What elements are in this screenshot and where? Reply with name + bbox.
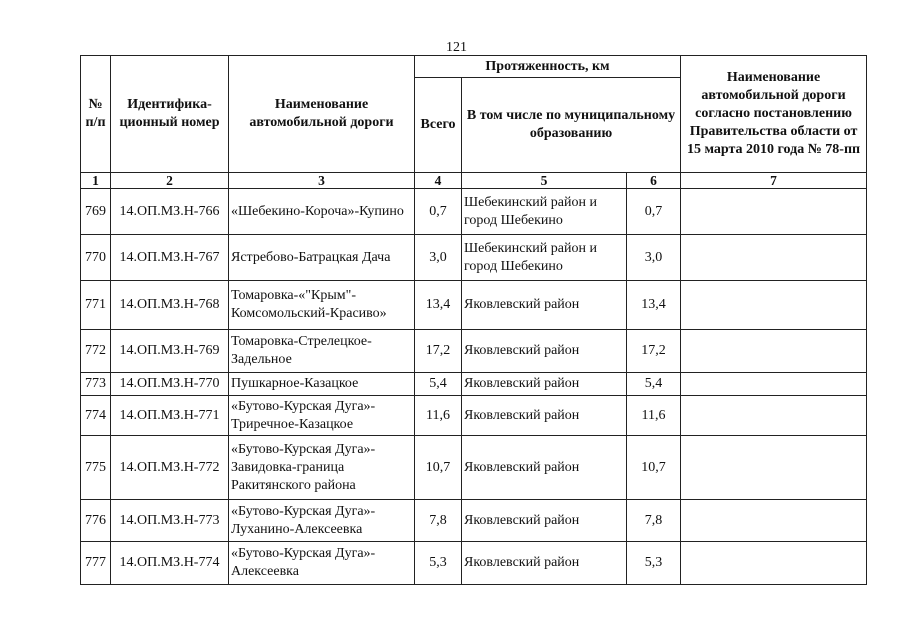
col-number: 1 — [81, 173, 111, 189]
row-district-length: 7,8 — [627, 500, 681, 542]
header-decree: Наименование автомобильной дороги согласно постановлению Правительства области от 15 марта 2010 года № 78-пп — [681, 56, 867, 173]
row-decree-name — [681, 330, 867, 373]
row-id: 14.ОП.МЗ.Н-767 — [111, 235, 229, 281]
row-total: 0,7 — [415, 189, 462, 235]
row-num: 772 — [81, 330, 111, 373]
table-row — [81, 500, 867, 542]
row-total: 11,6 — [415, 396, 462, 436]
table-row — [81, 542, 867, 585]
row-id: 14.ОП.МЗ.Н-772 — [111, 436, 229, 500]
row-road-name: Ястребово-Батрацкая Дача — [229, 235, 415, 281]
row-id: 14.ОП.МЗ.Н-766 — [111, 189, 229, 235]
row-num: 771 — [81, 281, 111, 330]
table-row — [81, 189, 867, 235]
table-row — [81, 330, 867, 373]
row-id: 14.ОП.МЗ.Н-774 — [111, 542, 229, 585]
row-num: 775 — [81, 436, 111, 500]
row-num: 770 — [81, 235, 111, 281]
row-total: 5,3 — [415, 542, 462, 585]
header-incl: В том числе по муниципальному образованию — [462, 78, 681, 173]
row-decree-name — [681, 396, 867, 436]
col-number: 6 — [627, 173, 681, 189]
table-row — [81, 396, 867, 436]
header-id: Идентифика-ционный номер — [111, 56, 229, 173]
row-decree-name — [681, 500, 867, 542]
row-total: 17,2 — [415, 330, 462, 373]
row-id: 14.ОП.МЗ.Н-770 — [111, 373, 229, 396]
header-total: Всего — [415, 78, 462, 173]
row-total: 3,0 — [415, 235, 462, 281]
row-road-name: Томаровка-Стрелецкое-Задельное — [229, 330, 415, 373]
col-number: 4 — [415, 173, 462, 189]
row-decree-name — [681, 189, 867, 235]
row-num: 769 — [81, 189, 111, 235]
row-id: 14.ОП.МЗ.Н-768 — [111, 281, 229, 330]
row-road-name: Пушкарное-Казацкое — [229, 373, 415, 396]
row-road-name: «Бутово-Курская Дуга»-Алексеевка — [229, 542, 415, 585]
row-district: Яковлевский район — [462, 436, 627, 500]
row-district-length: 13,4 — [627, 281, 681, 330]
row-road-name: «Шебекино-Короча»-Купино — [229, 189, 415, 235]
row-district-length: 11,6 — [627, 396, 681, 436]
header-num: № п/п — [81, 56, 111, 173]
row-district: Шебекинский район и город Шебекино — [462, 235, 627, 281]
col-number: 2 — [111, 173, 229, 189]
row-district-length: 3,0 — [627, 235, 681, 281]
row-id: 14.ОП.МЗ.Н-773 — [111, 500, 229, 542]
row-district: Яковлевский район — [462, 330, 627, 373]
row-num: 774 — [81, 396, 111, 436]
row-decree-name — [681, 373, 867, 396]
row-district-length: 5,3 — [627, 542, 681, 585]
col-number: 5 — [462, 173, 627, 189]
row-road-name: «Бутово-Курская Дуга»-Луханино-Алексеевка — [229, 500, 415, 542]
col-number: 7 — [681, 173, 867, 189]
row-num: 773 — [81, 373, 111, 396]
row-district: Яковлевский район — [462, 542, 627, 585]
row-id: 14.ОП.МЗ.Н-769 — [111, 330, 229, 373]
row-district-length: 17,2 — [627, 330, 681, 373]
col-number: 3 — [229, 173, 415, 189]
row-decree-name — [681, 235, 867, 281]
page-number: 121 — [446, 40, 467, 55]
row-decree-name — [681, 436, 867, 500]
row-road-name: Томаровка-«"Крым"-Комсомольский-Красиво» — [229, 281, 415, 330]
row-road-name: «Бутово-Курская Дуга»-Триречное-Казацкое — [229, 396, 415, 436]
row-district: Шебекинский район и город Шебекино — [462, 189, 627, 235]
table-row — [81, 281, 867, 330]
table-row — [81, 235, 867, 281]
row-total: 13,4 — [415, 281, 462, 330]
header-name: Наименование автомобильной дороги — [229, 56, 415, 173]
row-total: 7,8 — [415, 500, 462, 542]
row-district-length: 10,7 — [627, 436, 681, 500]
row-road-name: «Бутово-Курская Дуга»-Завидовка-граница Ракитянского района — [229, 436, 415, 500]
row-num: 776 — [81, 500, 111, 542]
row-total: 10,7 — [415, 436, 462, 500]
row-district-length: 5,4 — [627, 373, 681, 396]
row-total: 5,4 — [415, 373, 462, 396]
row-num: 777 — [81, 542, 111, 585]
row-id: 14.ОП.МЗ.Н-771 — [111, 396, 229, 436]
header-length-group: Протяженность, км — [415, 56, 681, 78]
row-district: Яковлевский район — [462, 281, 627, 330]
row-district: Яковлевский район — [462, 396, 627, 436]
row-district-length: 0,7 — [627, 189, 681, 235]
column-number-row — [81, 173, 867, 189]
table-row — [81, 373, 867, 396]
table-row — [81, 436, 867, 500]
row-district: Яковлевский район — [462, 373, 627, 396]
row-decree-name — [681, 542, 867, 585]
row-district: Яковлевский район — [462, 500, 627, 542]
row-decree-name — [681, 281, 867, 330]
road-registry-table — [80, 55, 867, 585]
